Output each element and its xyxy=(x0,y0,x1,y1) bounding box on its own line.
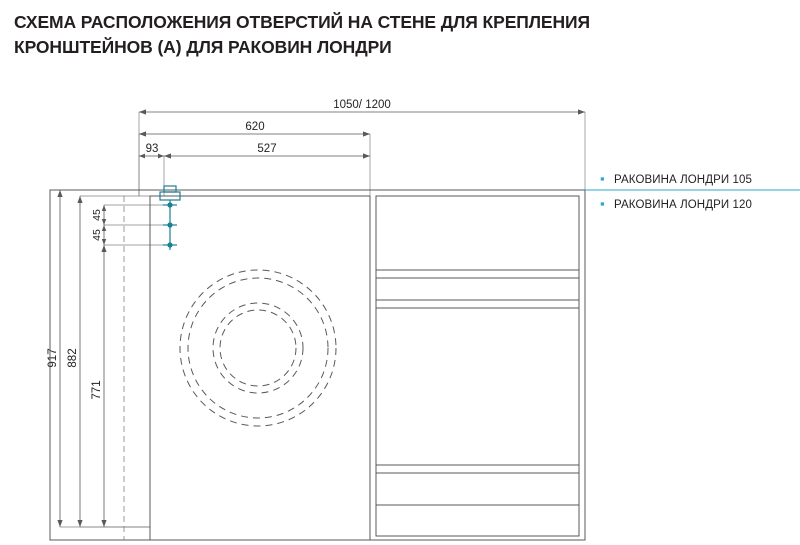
washer-drum-circles xyxy=(180,270,336,426)
legend-item-label: РАКОВИНА ЛОНДРИ 120 xyxy=(614,199,752,211)
dimension-917 xyxy=(47,190,63,527)
legend-item-londri-105 xyxy=(600,172,795,186)
dimension-93 xyxy=(139,143,164,158)
cabinet-outline xyxy=(50,190,585,540)
dimension-882-label: 882 xyxy=(67,348,79,368)
dimension-45-upper-label: 45 xyxy=(91,209,103,221)
dimension-93-label: 93 xyxy=(145,143,159,155)
page-title-line-1: СХЕМА РАСПОЛОЖЕНИЯ ОТВЕРСТИЙ НА СТЕНЕ ДЛЯ КРЕПЛЕНИЯ xyxy=(14,12,590,32)
dimension-overall-width xyxy=(139,99,585,115)
dimension-527-label: 527 xyxy=(257,143,277,155)
bullet-icon: ▪ xyxy=(600,171,605,186)
legend xyxy=(600,172,795,222)
page-title-line-2: КРОНШТЕЙНОВ (А) ДЛЯ РАКОВИН ЛОНДРИ xyxy=(14,37,392,57)
dimension-620-label: 620 xyxy=(245,121,265,133)
dimension-771-label: 771 xyxy=(91,380,103,400)
dimension-917-label: 917 xyxy=(47,348,59,368)
dimension-45-lower-label: 45 xyxy=(91,229,103,241)
legend-item-londri-120 xyxy=(600,197,795,211)
dimension-771 xyxy=(91,245,107,527)
dimension-882 xyxy=(67,196,83,527)
bullet-icon: ▪ xyxy=(600,196,605,211)
dimension-527 xyxy=(164,143,370,159)
dimension-45-upper xyxy=(91,205,106,225)
dimension-620 xyxy=(139,121,370,137)
legend-item-label: РАКОВИНА ЛОНДРИ 105 xyxy=(614,174,752,186)
dimension-45-lower xyxy=(91,225,106,245)
dimension-overall-width-label: 1050/ 1200 xyxy=(333,99,391,111)
cabinet-drawer-lines xyxy=(376,270,579,505)
